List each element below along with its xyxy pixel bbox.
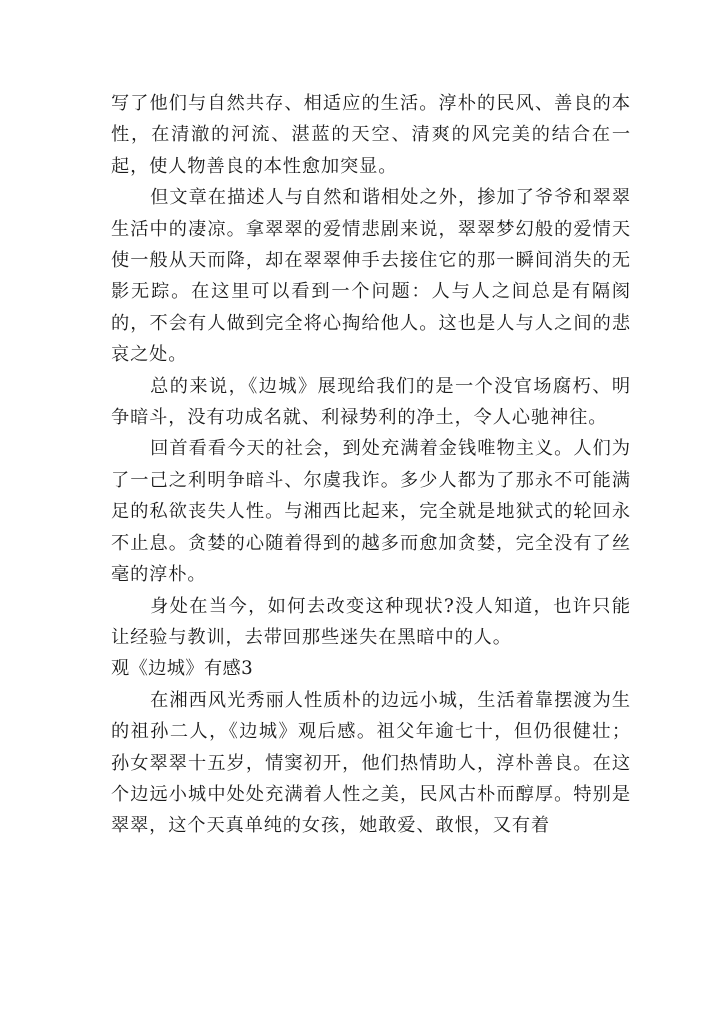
paragraph-6: 在湘西风光秀丽人性质朴的边远小城，生活着靠摆渡为生的祖孙二人，《边城》观后感。祖父年逾七十，但仍很健壮；孙女翠翠十五岁，情窦初开，他们热情助人，淳朴善良。在这个边远小城中处处充满着人性之美，民风古朴而醇厚。特别是翠翠，这个天真单纯的女孩，她敢爱、敢恨，又有着 <box>111 689 631 837</box>
paragraph-3: 总的来说，《边城》展现给我们的是一个没官场腐朽、明争暗斗，没有功成名就、利禄势利的净土，令人心驰神往。 <box>111 375 631 429</box>
document-body <box>111 88 631 842</box>
paragraph-2: 但文章在描述人与自然和谐相处之外，掺加了爷爷和翠翠生活中的凄凉。拿翠翠的爱情悲剧来说，翠翠梦幻般的爱情天使一般从天而降，却在翠翠伸手去接住它的那一瞬间消失的无影无踪。在这里可以看到一个问题：人与人之间总是有隔阂的，不会有人做到完全将心掏给他人。这也是人与人之间的悲哀之处。 <box>111 187 631 366</box>
section-heading: 观《边城》有感3 <box>111 658 254 680</box>
paragraph-4: 回首看看今天的社会，到处充满着金钱唯物主义。人们为了一己之利明争暗斗、尔虞我诈。多少人都为了那永不可能满足的私欲丧失人性。与湘西比起来，完全就是地狱式的轮回永不止息。贪婪的心随着得到的越多而愈加贪婪，完全没有了丝毫的淳朴。 <box>111 438 631 586</box>
paragraph-5: 身处在当今，如何去改变这种现状?没人知道，也许只能让经验与教训，去带回那些迷失在黑暗中的人。 <box>111 595 631 648</box>
paragraph-1: 写了他们与自然共存、相适应的生活。淳朴的民风、善良的本性，在清澈的河流、湛蓝的天空、清爽的风完美的结合在一起，使人物善良的本性愈加突显。 <box>111 93 631 177</box>
